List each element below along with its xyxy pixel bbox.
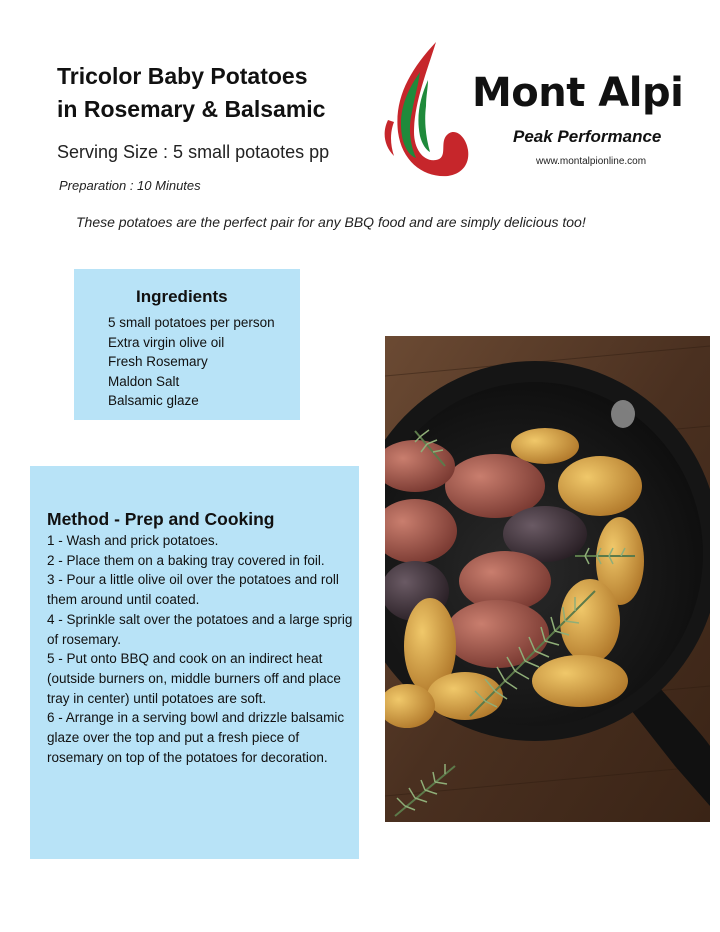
method-step: 2 - Place them on a baking tray covered in foil. [47, 552, 325, 568]
ingredients-box [74, 269, 300, 420]
brand-url: www.montalpionline.com [536, 156, 647, 167]
method-heading: Method - Prep and Cooking [47, 509, 275, 529]
method-box [30, 466, 359, 859]
brand-logo [380, 40, 700, 185]
method-step: 6 - Arrange in a serving bowl and drizzle balsamic glaze over the top and put a fresh piece of rosemary on top of the potatoes for decoration. [47, 710, 345, 765]
preparation-time: Preparation : 10 Minutes [59, 178, 201, 193]
recipe-tagline: These potatoes are the perfect pair for any BBQ food and are simply delicious too! [76, 214, 586, 230]
serving-size: Serving Size : 5 small potaotes pp [57, 142, 330, 162]
method-step: 3 - Pour a little olive oil over the potatoes and roll them around until coated. [47, 572, 339, 608]
ingredient-item: Maldon Salt [108, 373, 180, 389]
flame-logo-icon [380, 40, 472, 180]
recipe-title-line-1: Tricolor Baby Potatoes [57, 63, 308, 89]
method-step: 4 - Sprinkle salt over the potatoes and a large sprig of rosemary. [47, 611, 353, 647]
ingredient-item: Extra virgin olive oil [108, 334, 225, 350]
ingredient-item: 5 small potatoes per person [108, 315, 275, 330]
ingredient-item: Fresh Rosemary [108, 354, 208, 369]
ingredient-item: Balsamic glaze [108, 393, 199, 408]
brand-name: Mont Alpi [472, 70, 684, 116]
method-steps [47, 531, 357, 767]
ingredients-list [108, 313, 275, 411]
ingredients-heading: Ingredients [136, 287, 228, 306]
brand-subtitle: Peak Performance [513, 127, 662, 146]
method-step: 1 - Wash and prick potatoes. [47, 533, 219, 548]
method-step: 5 - Put onto BBQ and cook on an indirect heat (outside burners on, middle burners off and place tray in center) until potatoes are soft. [47, 651, 341, 706]
recipe-title [57, 60, 377, 126]
recipe-title-line-2: in Rosemary & Balsamic [57, 96, 326, 122]
potatoes-skillet-photo [385, 336, 710, 822]
